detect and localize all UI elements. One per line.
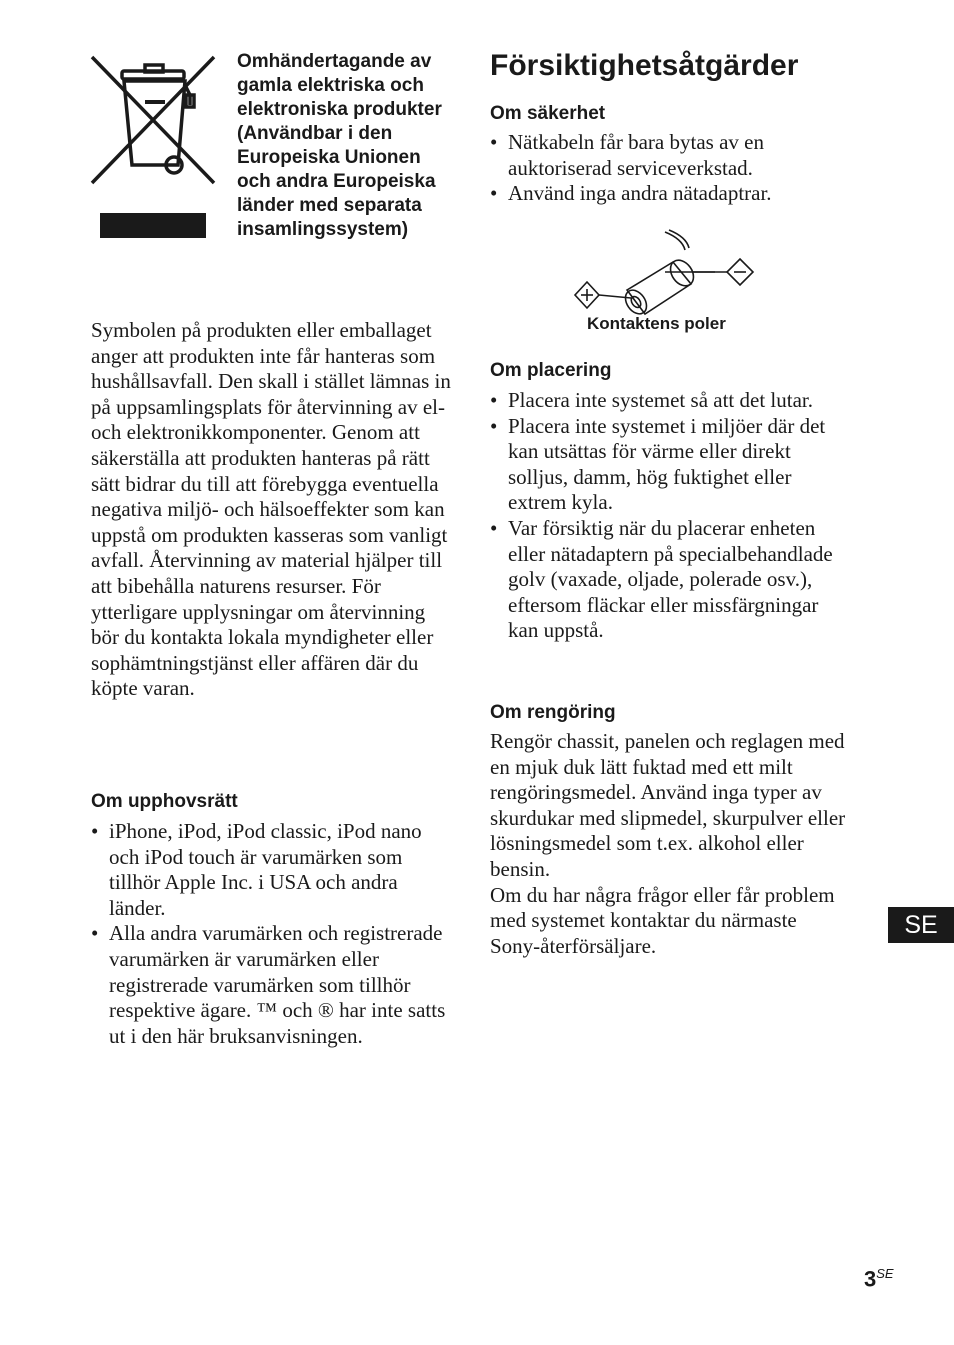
- weee-body-text: Symbolen på produkten eller emballaget anger att produkten inte får hanteras som hushållsavfall. Den skall i stället lämnas in på uppsamlingsplats för återvinning av el- och elektronikkomponenter. Genom att säkerställa att produkten hanteras på rätt sätt bidrar du till att förebygga eventuella negativa miljö- och hälsoeffekter som kan uppstå om produkten kasseras som vanligt avfall. Återvinning av material hjälper till att bibehålla naturens resurser. För ytterligare upplysningar om återvinning bör du kontakta lokala myndigheter eller sophämtningstjänst eller affären där du köpte varan.: [91, 318, 451, 701]
- list-item: • Nätkabeln får bara bytas av en auktoriserad serviceverkstad.: [490, 130, 850, 181]
- list-item: • Placera inte systemet så att det lutar.: [490, 388, 850, 414]
- cleaning-paragraph: Rengör chassit, panelen och reglagen med en mjuk duk lätt fuktad med ett milt rengöringsmedel. Använd inga typer av skurdukar med slipmedel, skurpulver eller lösningsmedel som t.ex. alkohol eller bensin.: [490, 729, 846, 881]
- list-item: • Använd inga andra nätadaptrar.: [490, 181, 850, 207]
- page-number-value: 3: [864, 1266, 877, 1292]
- page-number: [864, 1266, 894, 1292]
- list-item: • iPhone, iPod, iPod classic, iPod nano och iPod touch är varumärken som tillhör Apple Inc. i USA och andra länder.: [91, 819, 451, 921]
- section-heading-safety: Om säkerhet: [490, 103, 606, 124]
- weee-heading: Omhändertagande av gamla elektriska och elektroniska produkter (Användbar i den Europeiska Unionen och andra Europeiska länder med separata insamlingssystem): [237, 51, 442, 240]
- support-paragraph: Om du har några frågor eller får problem med systemet kontaktar du närmaste Sony-återförsäljare.: [490, 882, 835, 958]
- safety-list: [490, 130, 850, 207]
- copyright-list: [91, 819, 451, 1049]
- list-item: • Alla andra varumärken och registrerade varumärken är varumärken eller registrerade varumärken som tillhör respektive ägare. ™ och ® har inte satts ut i den här bruksanvisningen.: [91, 921, 451, 1049]
- section-heading-cleaning: Om rengöring: [490, 702, 616, 723]
- list-item: • Placera inte systemet i miljöer där det kan utsättas för värme eller direkt solljus, damm, hög fuktighet eller extrem kyla.: [490, 414, 850, 516]
- crossed-out-bin-icon: [90, 55, 216, 240]
- plug-polarity-icon: [565, 228, 765, 318]
- section-heading-placement: Om placering: [490, 360, 612, 381]
- placement-list: [490, 388, 850, 644]
- page-title: Försiktighetsåtgärder: [490, 49, 799, 82]
- language-tab: SE: [888, 907, 954, 943]
- section-heading-copyright: Om upphovsrätt: [91, 791, 238, 812]
- cleaning-body-text: [490, 729, 850, 959]
- list-item: • Var försiktig när du placerar enheten eller nätadaptern på specialbehandlade golv (vaxade, oljade, polerade osv.), eftersom fläckar eller missfärgningar kan uppstå.: [490, 516, 850, 644]
- page-number-suffix: SE: [876, 1266, 894, 1281]
- plug-caption: Kontaktens poler: [587, 314, 726, 333]
